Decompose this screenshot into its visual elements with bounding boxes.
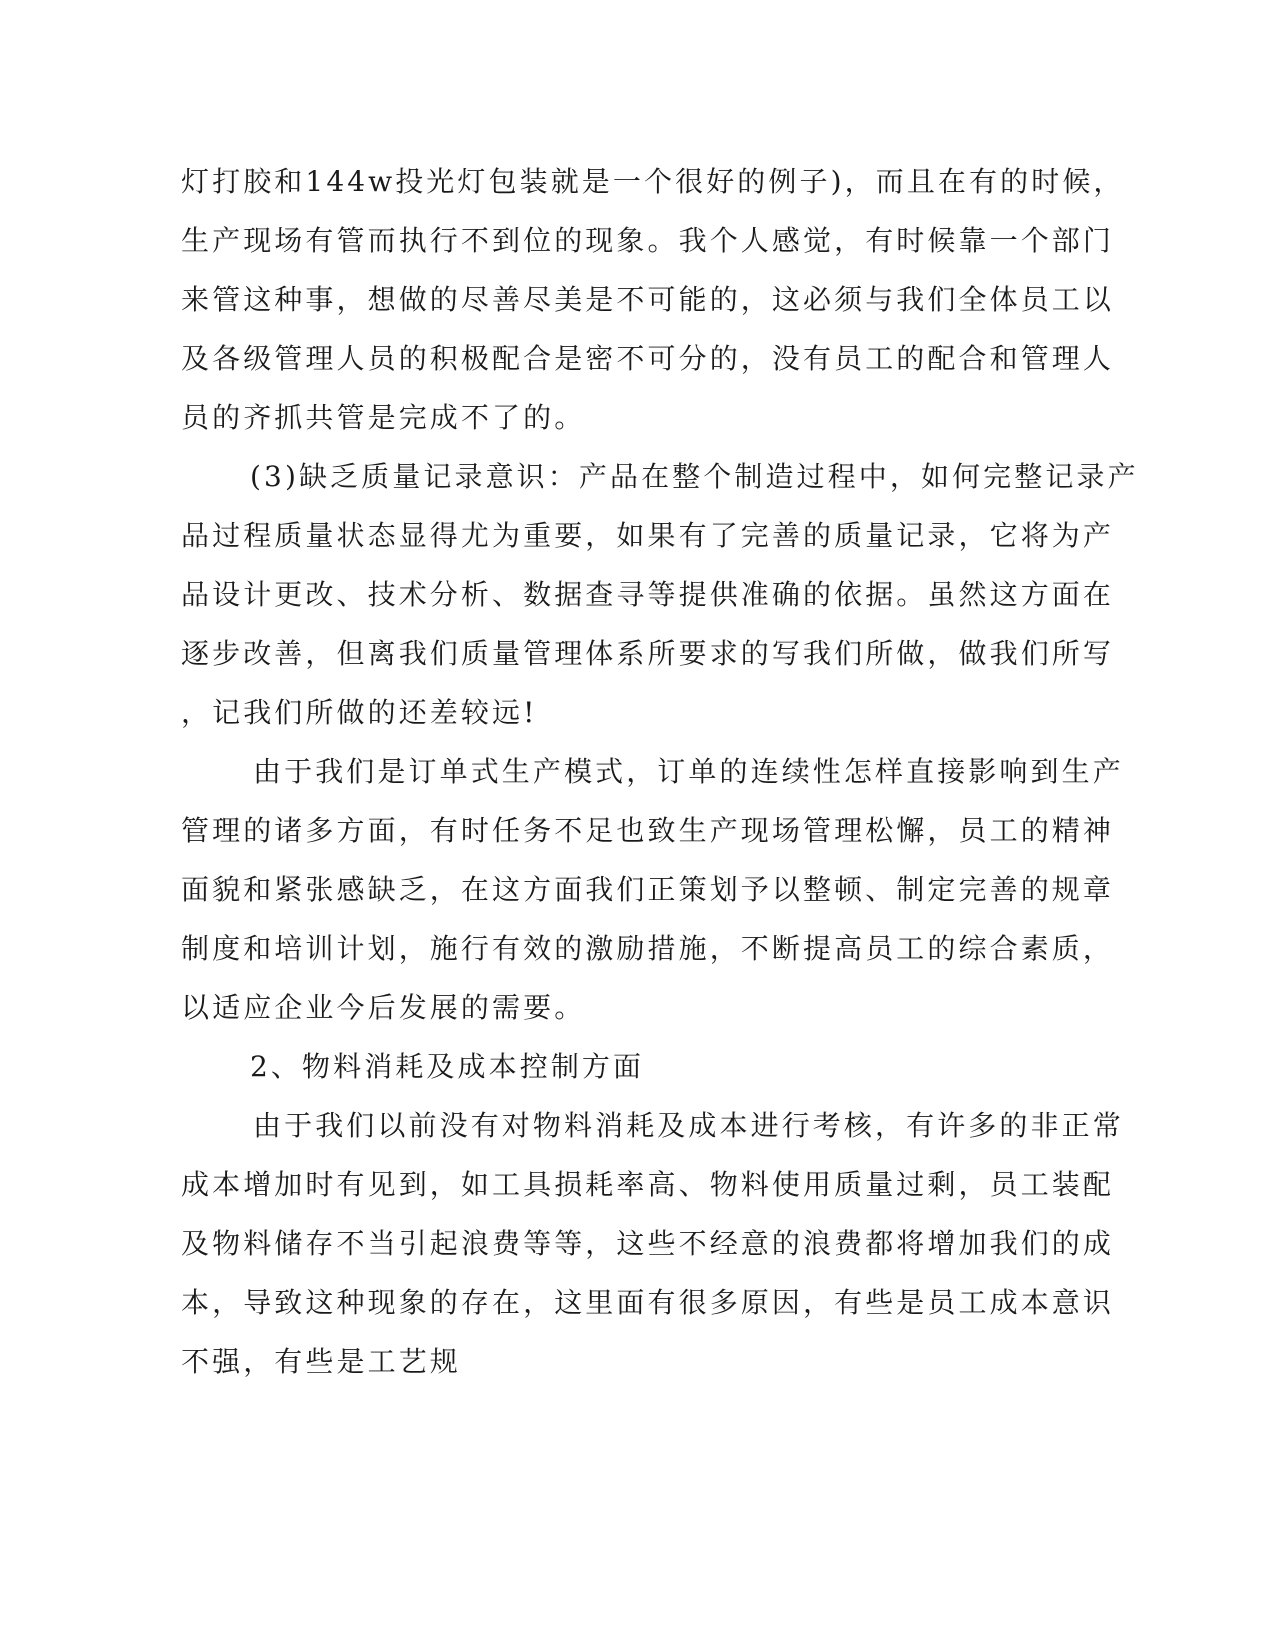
text-line: 品设计更改、技术分析、数据查寻等提供准确的依据。虽然这方面在 — [181, 578, 1115, 611]
text-line: 面貌和紧张感缺乏，在这方面我们正策划予以整顿、制定完善的规章 — [181, 873, 1115, 906]
text-line: 及各级管理人员的积极配合是密不可分的，没有员工的配合和管理人 — [181, 342, 1115, 375]
text-line: 由于我们以前没有对物料消耗及成本进行考核，有许多的非正常 — [253, 1109, 1124, 1142]
text-line: 管理的诸多方面，有时任务不足也致生产现场管理松懈，员工的精神 — [181, 814, 1115, 847]
text-line: 及物料储存不当引起浪费等等，这些不经意的浪费都将增加我们的成 — [181, 1227, 1115, 1260]
text-line: (3)缺乏质量记录意识：产品在整个制造过程中，如何完整记录产 — [250, 460, 1139, 493]
text-line: 来管这种事，想做的尽善尽美是不可能的，这必须与我们全体员工以 — [181, 283, 1115, 316]
text-line: 品过程质量状态显得尤为重要，如果有了完善的质量记录，它将为产 — [181, 519, 1115, 552]
text-line: 成本增加时有见到，如工具损耗率高、物料使用质量过剩，员工装配 — [181, 1168, 1115, 1201]
text-line: 逐步改善，但离我们质量管理体系所要求的写我们所做，做我们所写 — [181, 637, 1115, 670]
text-line: 由于我们是订单式生产模式，订单的连续性怎样直接影响到生产 — [253, 755, 1124, 788]
section-heading: 2、物料消耗及成本控制方面 — [250, 1050, 645, 1083]
text-line: 本，导致这种现象的存在，这里面有很多原因，有些是员工成本意识 — [181, 1286, 1115, 1319]
text-line: 员的齐抓共管是完成不了的。 — [181, 401, 586, 434]
text-line: 制度和培训计划，施行有效的激励措施，不断提高员工的综合素质， — [181, 932, 1115, 965]
text-line: 生产现场有管而执行不到位的现象。我个人感觉，有时候靠一个部门 — [181, 224, 1115, 257]
text-line: 不强，有些是工艺规 — [181, 1345, 461, 1378]
text-line: ，记我们所做的还差较远! — [181, 696, 538, 729]
text-line: 灯打胶和144w投光灯包装就是一个很好的例子)，而且在有的时候， — [181, 165, 1125, 198]
text-line: 以适应企业今后发展的需要。 — [181, 991, 586, 1024]
